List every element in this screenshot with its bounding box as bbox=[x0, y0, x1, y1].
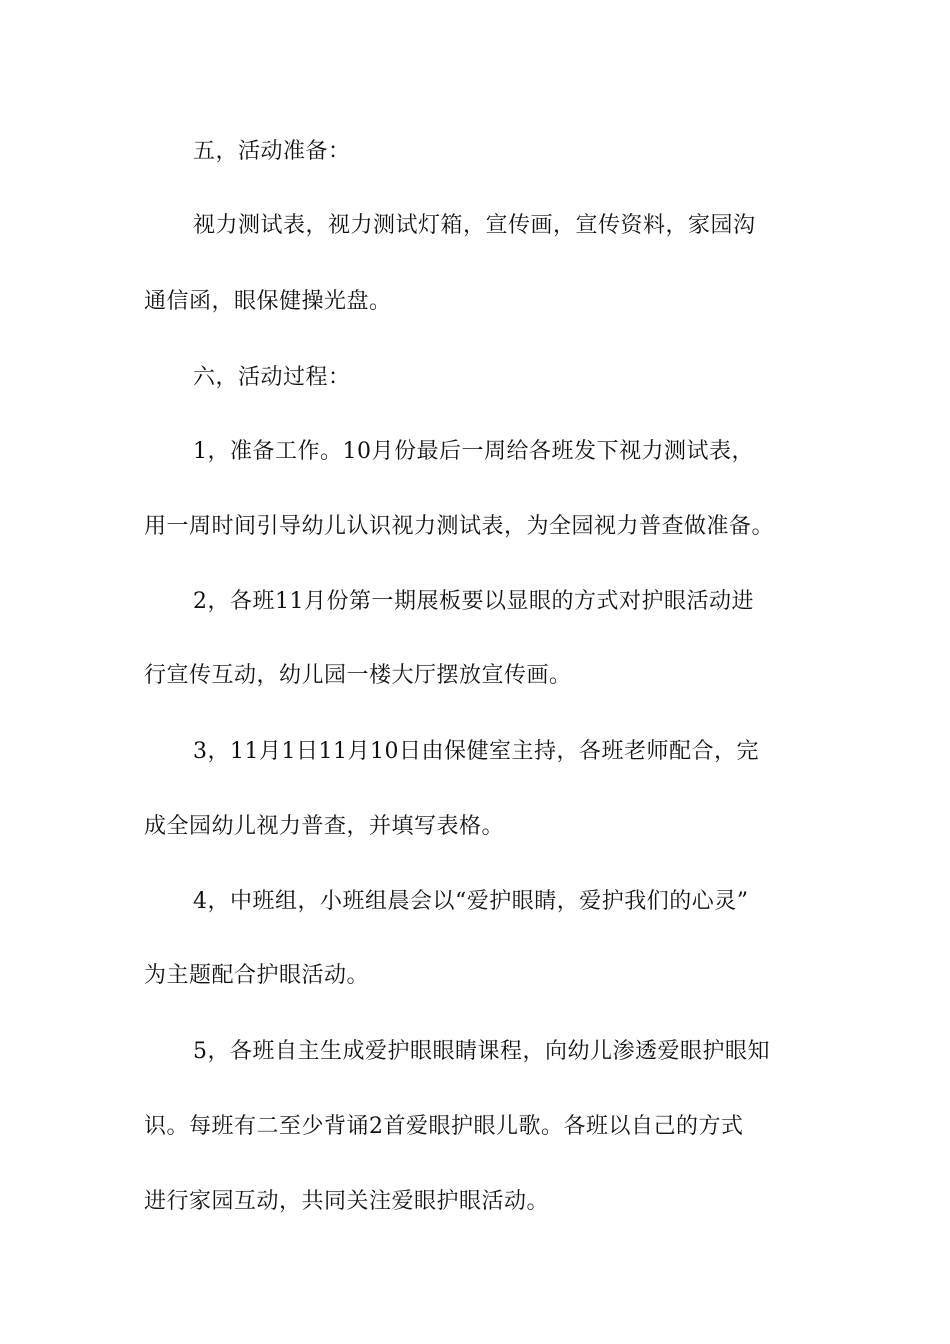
paragraph-line: 通信函，眼保健操光盘。 bbox=[144, 289, 392, 314]
paragraph-line: 3，11月1日11月10日由保健室主持，各班老师配合，完 bbox=[193, 739, 759, 764]
paragraph-line: 为主题配合护眼活动。 bbox=[144, 963, 370, 988]
section-heading-preparation: 五，活动准备： bbox=[193, 139, 351, 164]
paragraph-line: 进行家园互动，共同关注爱眼护眼活动。 bbox=[144, 1189, 550, 1214]
paragraph-line: 用一周时间引导幼儿认识视力测试表，为全园视力普查做准备。 bbox=[144, 514, 775, 539]
paragraph-line: 行宣传互动，幼儿园一楼大厅摆放宣传画。 bbox=[144, 663, 572, 688]
paragraph-line: 视力测试表，视力测试灯箱，宣传画，宣传资料，家园沟 bbox=[193, 213, 756, 238]
paragraph-line: 5，各班自主生成爱护眼眼睛课程，向幼儿渗透爱眼护眼知 bbox=[193, 1039, 770, 1064]
paragraph-line: 成全园幼儿视力普查，并填写表格。 bbox=[144, 814, 505, 839]
section-heading-process: 六，活动过程： bbox=[193, 365, 351, 390]
paragraph-line: 1，准备工作。10月份最后一周给各班发下视力测试表， bbox=[193, 439, 754, 464]
paragraph-line: 4，中班组，小班组晨会以“爱护眼睛，爱护我们的心灵” bbox=[193, 889, 749, 914]
paragraph-line: 2，各班11月份第一期展板要以显眼的方式对护眼活动进 bbox=[193, 589, 754, 614]
paragraph-line: 识。每班有二至少背诵2首爱眼护眼儿歌。各班以自己的方式 bbox=[144, 1114, 744, 1139]
